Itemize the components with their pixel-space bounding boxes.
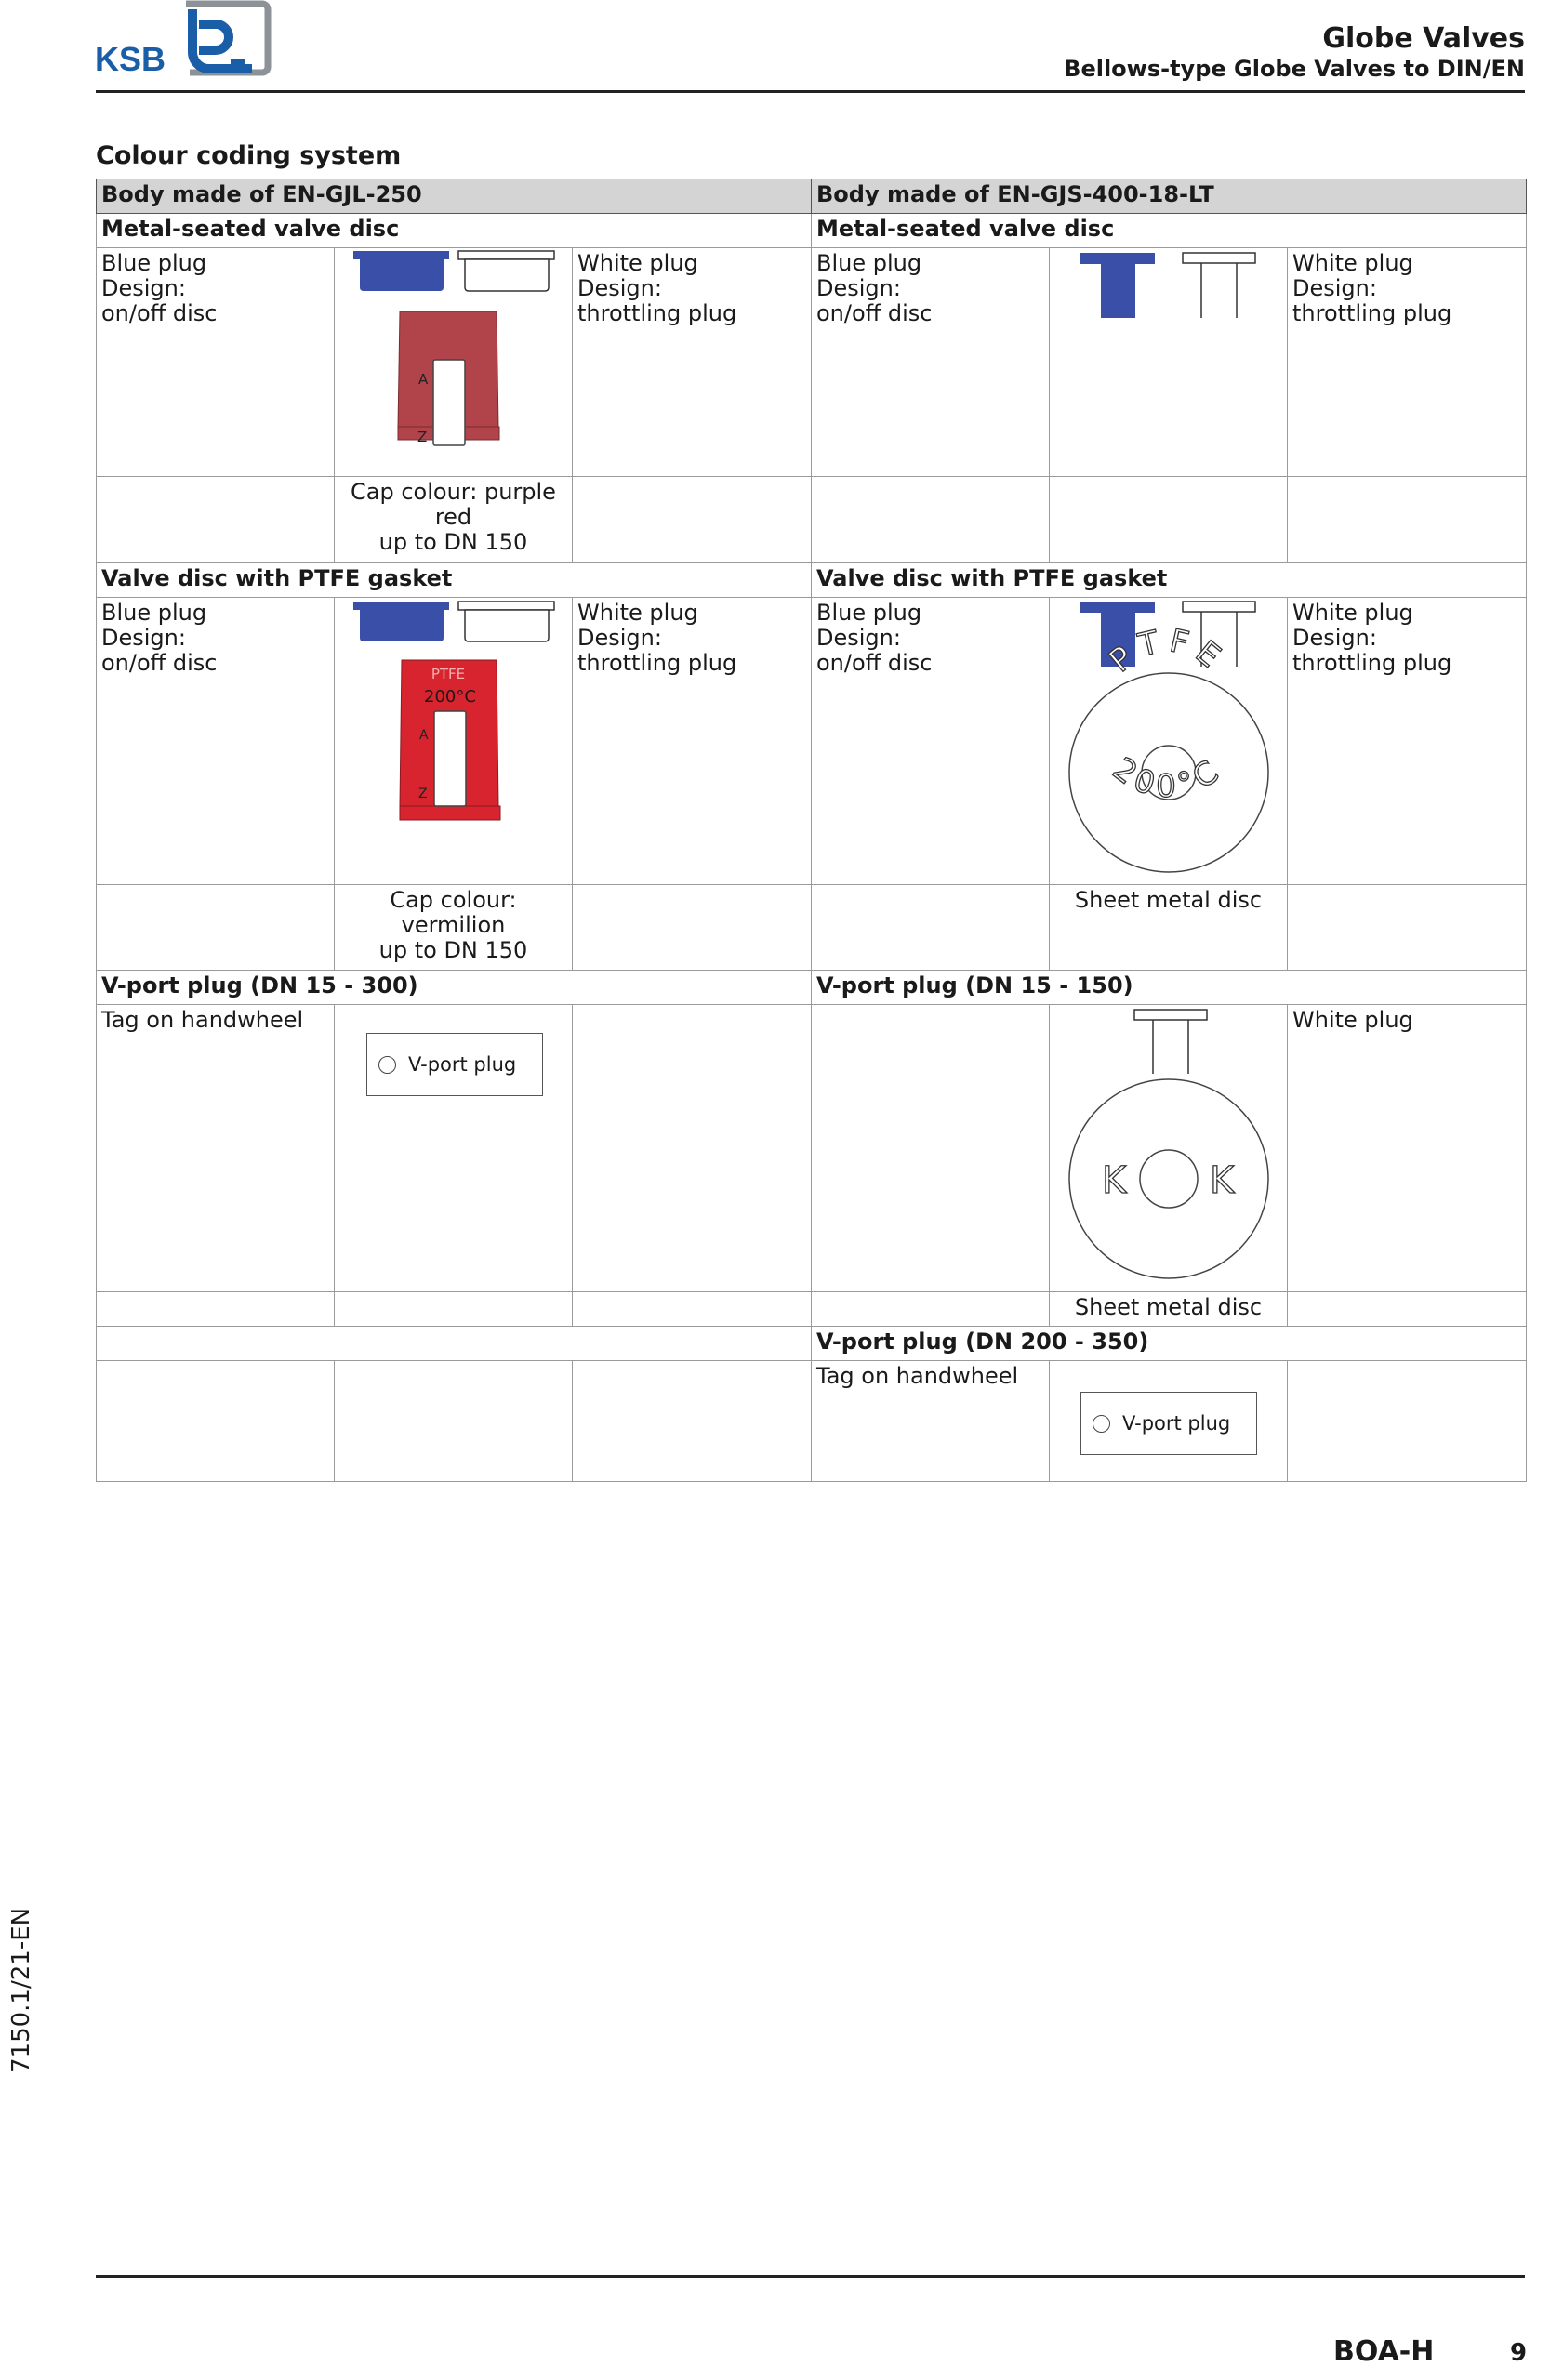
- empty-cell: [573, 1292, 812, 1327]
- section-title: Colour coding system: [96, 141, 402, 170]
- sheet-metal-disc-label: Sheet metal disc: [1050, 885, 1288, 971]
- right-white-plug-label: White plug: [1288, 1005, 1527, 1292]
- tag-hole-icon: [378, 1056, 396, 1074]
- left-tag-on-handwheel-label: Tag on handwheel: [97, 1005, 335, 1292]
- empty-cell: [573, 477, 812, 563]
- right-ptfe-gasket-header: Valve disc with PTFE gasket: [812, 563, 1527, 598]
- disc-temperature-text: 200°C: [1106, 750, 1230, 806]
- left-blue-plug-description: Blue plug Design: on/off disc: [97, 598, 335, 885]
- empty-cell: [97, 1327, 812, 1361]
- empty-cell: [1288, 1361, 1527, 1482]
- empty-cell: [573, 1361, 812, 1482]
- empty-cell: [1050, 477, 1288, 563]
- cap-letter-z: Z: [417, 429, 428, 445]
- right-vport-header: V-port plug (DN 15 - 150): [812, 971, 1527, 1005]
- empty-cell: [1288, 885, 1527, 971]
- vport-plug-tag: [1080, 1392, 1257, 1455]
- white-plug-icon: [1134, 1010, 1207, 1074]
- left-vport-tag-figure: [335, 1005, 573, 1292]
- left-vport-header: V-port plug (DN 15 - 300): [97, 971, 812, 1005]
- white-plug-icon: [458, 602, 554, 641]
- empty-cell: [97, 885, 335, 971]
- empty-cell: [573, 885, 812, 971]
- white-plug-icon: [1183, 253, 1255, 318]
- cap-temperature-text: 200°C: [424, 687, 476, 707]
- ksb-logo: [95, 0, 272, 76]
- left-plugs-cap-purple-figure: [335, 248, 573, 477]
- disc-ptfe-text: PTFE: [1102, 622, 1234, 681]
- empty-cell: [1288, 1292, 1527, 1327]
- sheet-metal-disc-label: Sheet metal disc: [1050, 1292, 1288, 1327]
- blue-plug-icon: [353, 602, 449, 641]
- empty-cell: [335, 1292, 573, 1327]
- right-plugs-ptfe-disc-figure: [1050, 598, 1288, 885]
- cap-letter-a: A: [418, 371, 429, 388]
- blue-plug-icon: [1080, 253, 1155, 318]
- right-white-plug-description: White plug Design: throttling plug: [1288, 248, 1527, 477]
- purple-red-cap-icon: [398, 311, 499, 445]
- vport-plug-tag-label: V-port plug: [1122, 1411, 1231, 1435]
- left-white-plug-description: White plug Design: throttling plug: [573, 598, 812, 885]
- disc-letter-k-right: K: [1210, 1159, 1235, 1202]
- left-body-header: Body made of EN-GJL-250: [97, 179, 812, 214]
- footer-model: BOA-H: [1333, 2335, 1435, 2368]
- cap-letter-z: Z: [418, 787, 428, 801]
- right-vport-tag-figure: [1050, 1361, 1288, 1482]
- right-tag-on-handwheel-label: Tag on handwheel: [812, 1361, 1050, 1482]
- right-blue-plug-description: Blue plug Design: on/off disc: [812, 248, 1050, 477]
- empty-cell: [97, 1292, 335, 1327]
- vermilion-cap-icon: [400, 660, 500, 820]
- right-body-header: Body made of EN-GJS-400-18-LT: [812, 179, 1527, 214]
- header-subtitle: Bellows-type Globe Valves to DIN/EN: [1064, 56, 1525, 82]
- left-ptfe-gasket-header: Valve disc with PTFE gasket: [97, 563, 812, 598]
- empty-cell: [812, 477, 1050, 563]
- right-plugs-figure: [1050, 248, 1288, 477]
- white-plug-icon: [458, 251, 554, 291]
- right-vport-disc-figure: [1050, 1005, 1288, 1292]
- header-divider: [96, 90, 1525, 93]
- tag-hole-icon: [1093, 1415, 1110, 1433]
- empty-cell: [812, 1005, 1050, 1292]
- footer-divider: [96, 2275, 1525, 2278]
- cap-colour-purple-red-label: Cap colour: purple red up to DN 150: [335, 477, 573, 563]
- vport-plug-tag: [366, 1033, 543, 1096]
- disc-letter-k-left: K: [1102, 1159, 1127, 1202]
- vport-plug-tag-label: V-port plug: [408, 1052, 517, 1076]
- k-sheet-metal-disc-icon: [1069, 1079, 1268, 1278]
- cap-colour-vermilion-label: Cap colour: vermilion up to DN 150: [335, 885, 573, 971]
- left-blue-plug-description: Blue plug Design: on/off disc: [97, 248, 335, 477]
- empty-cell: [812, 885, 1050, 971]
- empty-cell: [97, 477, 335, 563]
- empty-cell: [573, 1005, 812, 1292]
- right-metal-seated-header: Metal-seated valve disc: [812, 214, 1527, 248]
- right-vport-header-dn200: V-port plug (DN 200 - 350): [812, 1327, 1527, 1361]
- left-white-plug-description: White plug Design: throttling plug: [573, 248, 812, 477]
- empty-cell: [812, 1292, 1050, 1327]
- left-plugs-cap-vermilion-figure: [335, 598, 573, 885]
- header-title: Globe Valves: [1322, 22, 1525, 55]
- empty-cell: [97, 1361, 335, 1482]
- blue-plug-icon: [353, 251, 449, 291]
- cap-letter-a: A: [419, 728, 429, 743]
- ksb-logo-text: KSB: [95, 40, 166, 76]
- document-number: 7150.1/21-EN: [7, 1907, 35, 2073]
- right-white-plug-description: White plug Design: throttling plug: [1288, 598, 1527, 885]
- left-metal-seated-header: Metal-seated valve disc: [97, 214, 812, 248]
- right-blue-plug-description: Blue plug Design: on/off disc: [812, 598, 1050, 885]
- ptfe-sheet-metal-disc-icon: [1069, 622, 1268, 872]
- cap-ptfe-text: PTFE: [431, 666, 466, 682]
- colour-coding-table: [96, 178, 1527, 1482]
- empty-cell: [1288, 477, 1527, 563]
- empty-cell: [335, 1361, 573, 1482]
- page-number: 9: [1510, 2339, 1528, 2367]
